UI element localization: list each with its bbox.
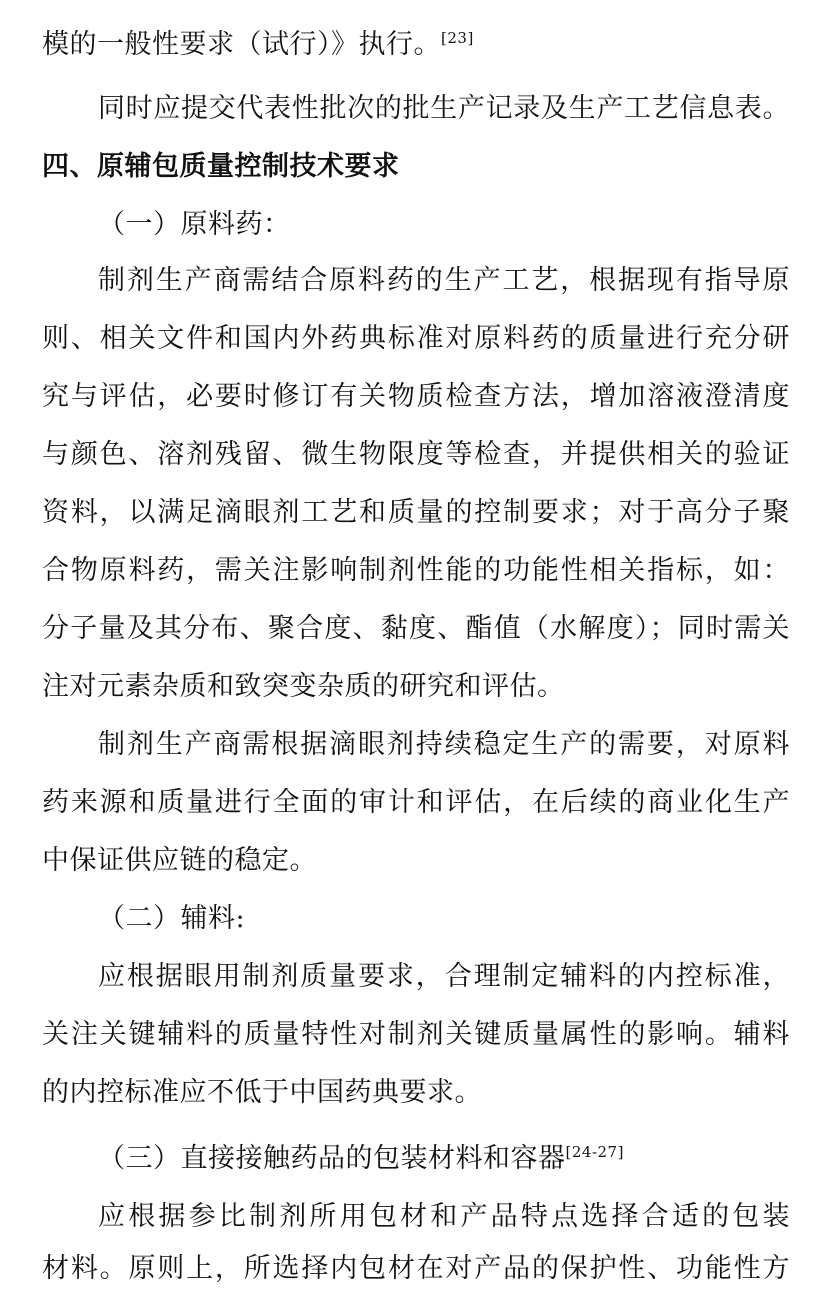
text-line: 合物原料药，需关注影响制剂性能的功能性相关指标，如：: [42, 555, 790, 586]
text-line: 药来源和质量进行全面的审计和评估，在后续的商业化生产: [42, 787, 790, 818]
citation-23[interactable]: [23]: [441, 29, 474, 47]
text-line: 的内控标准应不低于中国药典要求。: [42, 1077, 482, 1108]
text-line: 模的一般性要求（试行）》执行。[23]: [42, 29, 474, 60]
section-heading: 四、原辅包质量控制技术要求: [42, 151, 400, 182]
subsection-heading: （二）辅料:: [98, 903, 246, 934]
subsection-heading: （三）直接接触药品的包装材料和容器[24-27]: [98, 1143, 624, 1174]
text-line: 则、相关文件和国内外药典标准对原料药的质量进行充分研: [42, 323, 790, 354]
text-line: 注对元素杂质和致突变杂质的研究和评估。: [42, 671, 565, 702]
text-line: 制剂生产商需根据滴眼剂持续稳定生产的需要，对原料: [98, 729, 790, 760]
text-line: 材料。原则上，所选择内包材在对产品的保护性、功能性方: [42, 1253, 790, 1284]
text-line: 资料，以满足滴眼剂工艺和质量的控制要求；对于高分子聚: [42, 497, 790, 528]
text-line: 应根据眼用制剂质量要求，合理制定辅料的内控标准，: [98, 961, 790, 992]
text-line: 究与评估，必要时修订有关物质检查方法，增加溶液澄清度: [42, 381, 790, 412]
text-line: 应根据参比制剂所用包材和产品特点选择合适的包装: [98, 1201, 790, 1232]
text-line: 关注关键辅料的质量特性对制剂关键质量属性的影响。辅料: [42, 1019, 790, 1050]
subsection-heading: （一）原料药：: [98, 209, 291, 240]
text-line: 与颜色、溶剂残留、微生物限度等检查，并提供相关的验证: [42, 439, 790, 470]
citation-24-27[interactable]: [24-27]: [565, 1143, 624, 1161]
text-line: 分子量及其分布、聚合度、黏度、酯值（水解度）；同时需关: [42, 613, 790, 644]
text-line: 制剂生产商需结合原料药的生产工艺，根据现有指导原: [98, 265, 790, 296]
text-line: 中保证供应链的稳定。: [42, 845, 317, 876]
text-line: 同时应提交代表性批次的批生产记录及生产工艺信息表。: [98, 93, 790, 124]
